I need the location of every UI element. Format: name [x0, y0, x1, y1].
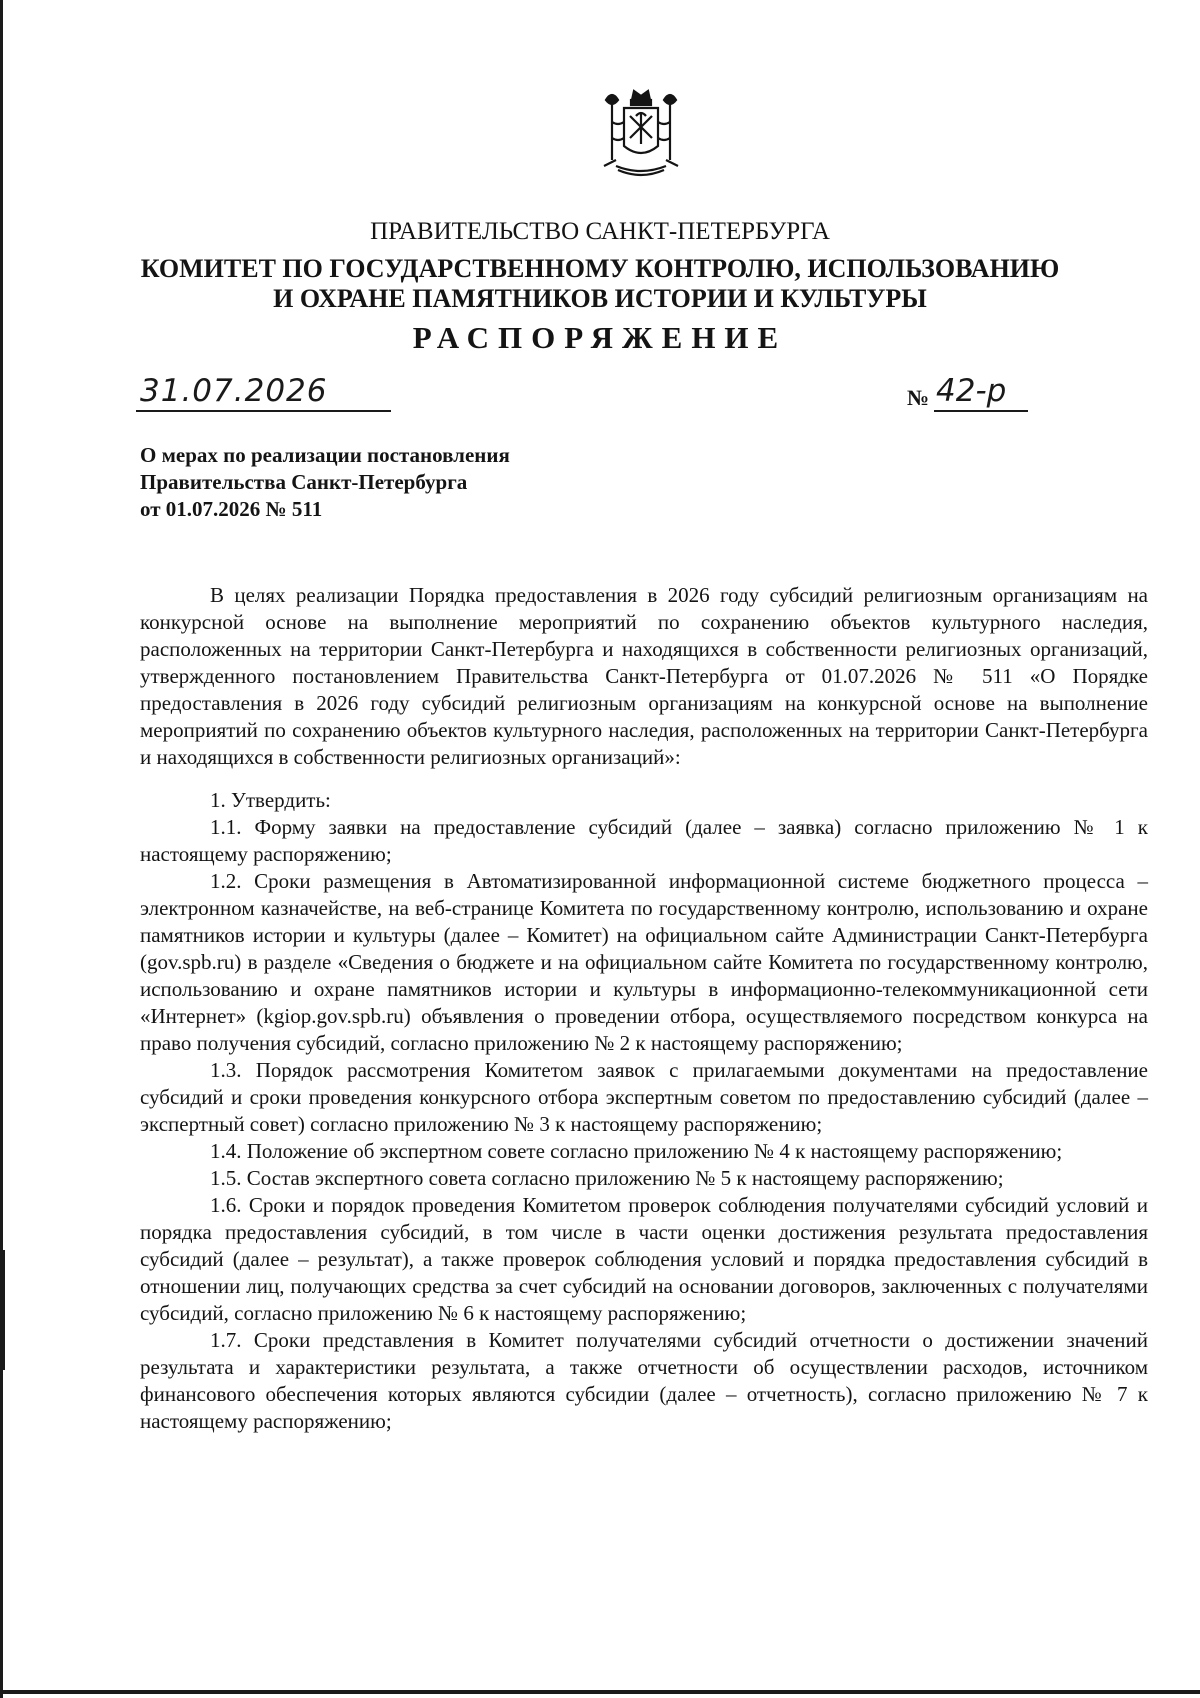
scan-bottom-edge [0, 1690, 1200, 1694]
document-date: 31.07.2026 [140, 373, 328, 409]
item-1-7: 1.7. Сроки представления в Комитет получателями субсидий отчетности о достижении значений результата и характеристики результата, а также отчетности об осуществлении расходов, источником финансового обеспечения которых являются субсидии (далее – отчетность), согласно приложению № 7 к настоящему распоряжению; [140, 1328, 1148, 1433]
item-1-1: 1.1. Форму заявки на предоставление субсидий (далее – заявка) согласно приложению № 1 к настоящему распоряжению; [140, 815, 1148, 866]
subject-line-2: Правительства Санкт-Петербурга [140, 470, 468, 494]
preamble-paragraph: В целях реализации Порядка предоставления в 2026 году субсидий религиозным организациям на конкурсной основе на выполнение мероприятий по сохранению объектов культурного наследия, расположенных на территории Санкт-Петербурга и находящихся в собственности религиозных организаций, утвержденного постановлением Правительства Санкт-Петербурга от 01.07.2026 № 511 «О Порядке предоставления в 2026 году субсидий религиозным организациям на конкурсной основе на выполнение мероприятий по сохранению объектов культурного наследия, расположенных на территории Санкт-Петербурга и находящихся в собственности религиозных организаций»: [140, 583, 1148, 769]
subject-line-3: от 01.07.2026 № 511 [140, 497, 323, 521]
committee-name-line-2: И ОХРАНЕ ПАМЯТНИКОВ ИСТОРИИ И КУЛЬТУРЫ [273, 284, 927, 313]
committee-name [0, 254, 1200, 314]
item-1-4: 1.4. Положение об экспертном совете согласно приложению № 4 к настоящему распоряжению; [210, 1139, 1063, 1163]
item-1-3: 1.3. Порядок рассмотрения Комитетом заявок с прилагаемыми документами на предоставление субсидий и сроки проведения конкурсного отбора экспертным советом по предоставлению субсидий (далее – экспертный совет) согласно приложению № 3 к настоящему распоряжению; [140, 1058, 1148, 1136]
document-body [140, 582, 1148, 1435]
number-underline [934, 410, 1028, 412]
document-number: 42-р [936, 373, 1007, 409]
item-1-6: 1.6. Сроки и порядок проведения Комитетом проверок соблюдения получателями субсидий условий и порядка предоставления субсидий, в том числе в части оценки достижения результата предоставления субсидий (далее – результат), а также проверок соблюдения условий и порядка предоставления субсидий в отношении лиц, получающих средства за счет субсидий на основании договоров, заключенных с получателями субсидий, согласно приложению № 6 к настоящему распоряжению; [140, 1193, 1148, 1325]
item-1: 1. Утвердить: [210, 788, 331, 812]
document-type-title: РАСПОРЯЖЕНИЕ [412, 320, 788, 355]
subject-line-1: О мерах по реализации постановления [140, 443, 510, 467]
document-subject [140, 442, 510, 523]
government-name: ПРАВИТЕЛЬСТВО САНКТ-ПЕТЕРБУРГА [370, 218, 830, 245]
committee-name-line-1: КОМИТЕТ ПО ГОСУДАРСТВЕННОМУ КОНТРОЛЮ, ИСПОЛЬЗОВАНИЮ [140, 254, 1060, 283]
item-1-2: 1.2. Сроки размещения в Автоматизированной информационной системе бюджетного процесса – электронном казначействе, на веб-странице Комитета по государственному контролю, использованию и охране памятников истории и культуры (далее – Комитет) на официальном сайте Администрации Санкт-Петербурга (gov.spb.ru) в разделе «Сведения о бюджете и на официальном сайте Комитета по государственному контролю, использованию и охране памятников истории и культуры в информационно-телекоммуникационной сети «Интернет» (kgiop.gov.spb.ru) объявления о проведении отбора, осуществляемого посредством конкурса на право получения субсидий, согласно приложению № 2 к настоящему распоряжению; [140, 869, 1148, 1055]
date-underline [136, 410, 391, 412]
item-1-5: 1.5. Состав экспертного совета согласно приложению № 5 к настоящему распоряжению; [210, 1166, 1004, 1190]
document-number-prefix: № [907, 385, 930, 410]
scan-left-edge-mark [0, 1250, 5, 1370]
coat-of-arms-icon [596, 86, 686, 180]
